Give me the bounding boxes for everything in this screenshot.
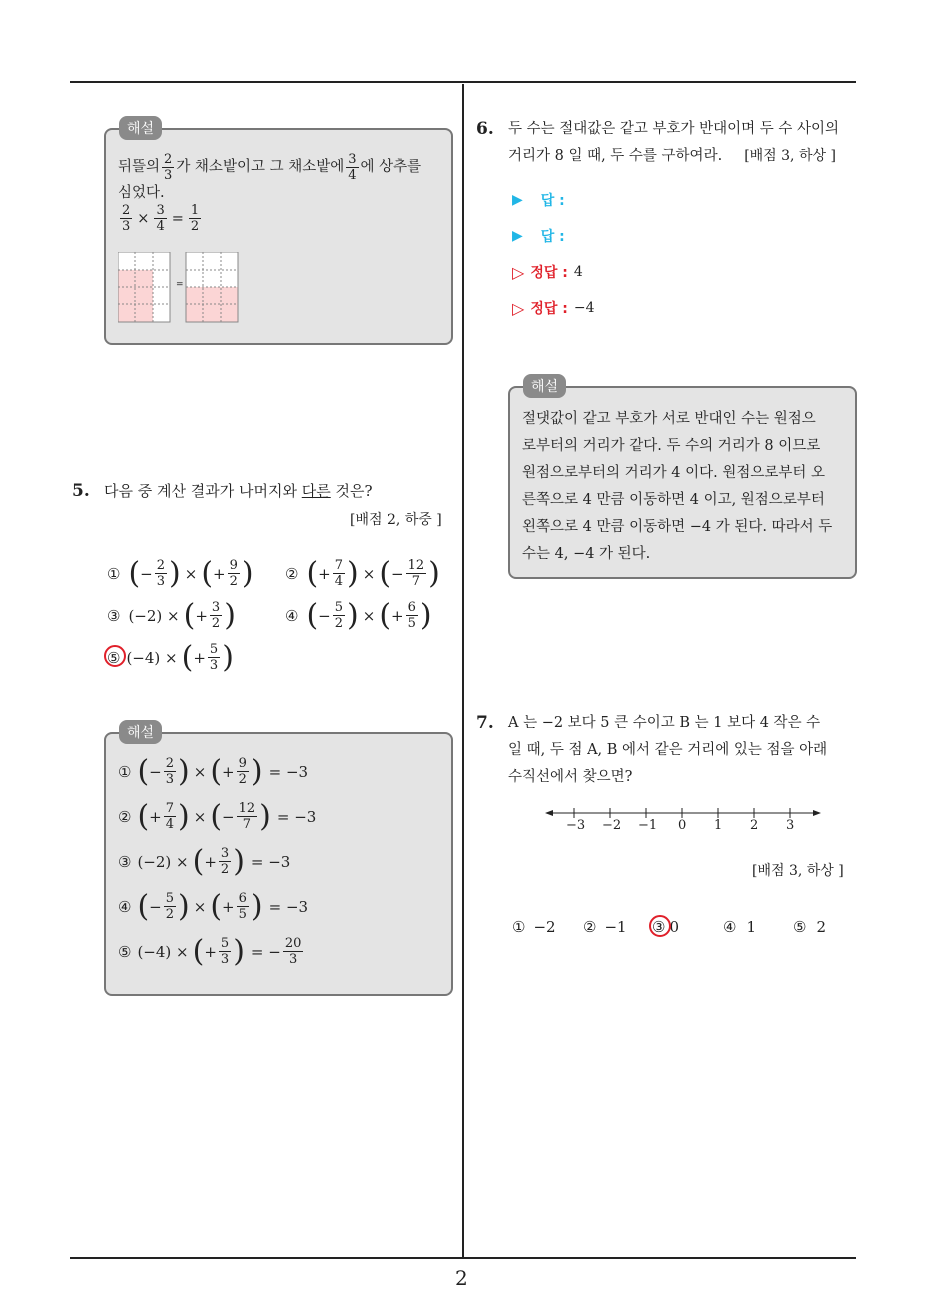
option-3[interactable]: ③ (−2) × ( + $\frac{3}{2}$ ) [107, 597, 236, 633]
tick-label: −2 [602, 818, 622, 833]
explanation-line: 절댓값이 같고 부호가 서로 반대인 수는 원점으 [522, 411, 816, 427]
question-number: 6. [476, 119, 494, 139]
option-4[interactable]: ④ ( − $\frac{5}{2}$ ) × ( + $\frac{6}{5}$ ) [285, 597, 432, 633]
question-text: 수직선에서 찾으면? [508, 769, 633, 785]
column-divider [462, 84, 464, 1258]
equation: $\frac{2}{3}$ × $\frac{3}{4}$ = $\frac{1}{2}$ [122, 203, 200, 234]
explanation-line: 로부터의 거리가 같다. 두 수의 거리가 8 이므로 [522, 438, 821, 454]
explanation-line: 왼쪽으로 4 만큼 이동하면 −4 가 된다. 따라서 두 [522, 519, 833, 535]
correct-answer-2: ▷ 정답 : −4 [512, 298, 595, 318]
option-2[interactable]: ② −1 [583, 918, 627, 936]
explanation-box-2 [104, 732, 453, 996]
question-text: 것은? [335, 482, 373, 500]
tick-label: 3 [786, 818, 795, 833]
solution-row-5: ⑤ (−4) × ( + $\frac{5}{3}$ ) = − $\frac{20}{3}$ [118, 933, 302, 969]
explanation-line: 른쪽으로 4 만큼 이동하면 4 이고, 원점으로부터 [522, 492, 825, 508]
text: 뒤뜰의 [118, 159, 161, 175]
explanation-line: 수는 4, −4 가 된다. [522, 546, 651, 562]
question-number: 5. [72, 480, 90, 501]
answer-line-1[interactable]: ▶ 답 : [512, 192, 565, 209]
question-text: 다음 중 계산 결과가 나머지와 [104, 482, 297, 500]
question-text: 두 수는 절대값은 같고 부호가 반대이며 두 수 사이의 [508, 121, 840, 137]
tick-label: −1 [638, 818, 658, 833]
explanation-tag: 해설 [119, 720, 162, 744]
score-info: [배점 2, 하중 ] [350, 512, 442, 528]
answer-circle-mark [104, 645, 126, 667]
option-1[interactable]: ① −2 [512, 918, 556, 936]
explanation-line: 원점으로부터의 거리가 4 이다. 원점으로부터 오 [522, 465, 826, 481]
tick-label: −3 [566, 818, 586, 833]
tick-label: 1 [714, 818, 723, 833]
answer-line-2[interactable]: ▶ 답 : [512, 228, 565, 245]
solution-row-3: ③ (−2) × ( + $\frac{3}{2}$ ) = −3 [118, 843, 291, 879]
tick-label: 2 [750, 818, 759, 833]
tick-label: 0 [678, 818, 687, 833]
underlined-word: 다른 [301, 482, 331, 500]
question-6 [476, 116, 861, 170]
solution-row-2: ② ( + $\frac{7}{4}$ ) × ( − $\frac{12}{7}$ ) = −3 [118, 798, 317, 834]
solution-row-1: ① ( − $\frac{2}{3}$ ) × ( + $\frac{9}{2}$ ) = −3 [118, 753, 309, 789]
option-5[interactable]: ⑤ (−4) × ( + $\frac{5}{3}$ ) [107, 639, 234, 675]
option-5[interactable]: ⑤ 2 [793, 918, 826, 936]
page-number: 2 [455, 1266, 468, 1290]
question-text: 거리가 8 일 때, 두 수를 구하여라. [508, 148, 723, 164]
score-info: [배점 3, 하상 ] [752, 863, 844, 879]
correct-answer-1: ▷ 정답 : 4 [512, 262, 583, 282]
explanation-tag: 해설 [119, 116, 162, 140]
solution-row-4: ④ ( − $\frac{5}{2}$ ) × ( + $\frac{6}{5}$ ) = −3 [118, 888, 309, 924]
text: 가 채소밭이고 그 채소밭에 [176, 159, 345, 175]
question-number: 7. [476, 713, 494, 733]
top-rule [70, 81, 856, 83]
explanation-box-3 [508, 386, 857, 579]
question-5 [72, 480, 373, 501]
fraction: $\frac{2}{3}$ [164, 152, 173, 183]
answer-circle-mark [649, 915, 671, 937]
option-3[interactable]: ③ 0 [652, 918, 679, 936]
option-1[interactable]: ① ( − $\frac{2}{3}$ ) × ( + $\frac{9}{2}$ ) [107, 555, 254, 591]
explanation-text-line: 심었다. [118, 185, 165, 201]
question-text: 일 때, 두 점 A, B 에서 같은 거리에 있는 점을 아래 [508, 742, 828, 758]
explanation-text-line [118, 152, 448, 183]
grid-equals: = [176, 280, 184, 290]
option-2[interactable]: ② ( + $\frac{7}{4}$ ) × ( − $\frac{12}{7}$ ) [285, 555, 440, 591]
question-7 [476, 710, 861, 791]
option-4[interactable]: ④ 1 [723, 918, 756, 936]
explanation-tag: 해설 [523, 374, 566, 398]
question-text: A 는 −2 보다 5 큰 수이고 B 는 1 보다 4 작은 수 [508, 715, 821, 731]
explanation-box-1 [104, 128, 453, 345]
fraction: $\frac{3}{4}$ [348, 152, 357, 183]
text: 에 상추를 [360, 159, 422, 175]
score-info: [배점 3, 하상 ] [744, 148, 836, 164]
